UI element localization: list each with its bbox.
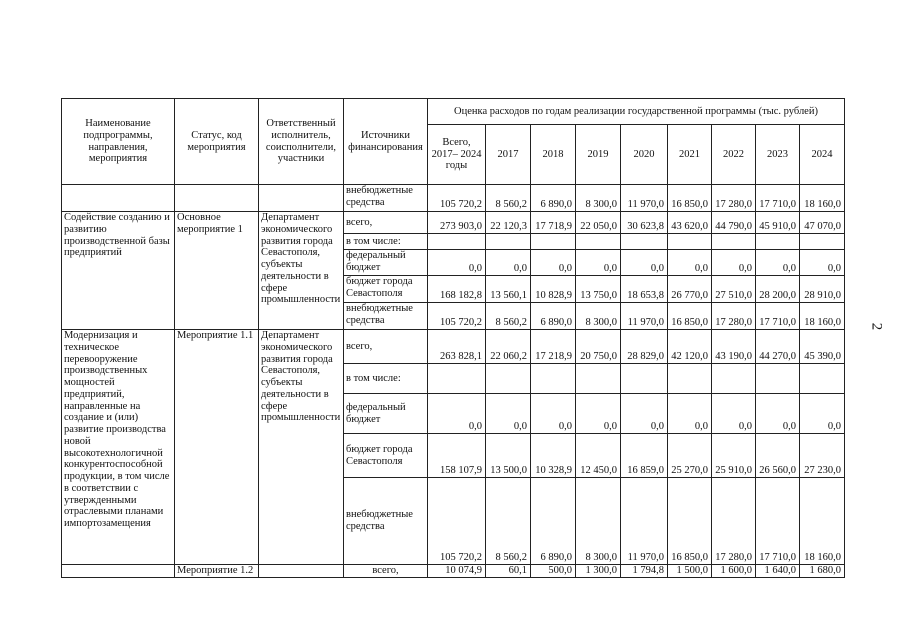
value-cell: 11 970,0 [621,303,668,330]
source-label: федеральный бюджет [344,250,428,276]
value-cell: 273 903,0 [428,212,486,234]
value-cell: 16 850,0 [668,185,712,212]
value-cell: 13 500,0 [486,434,531,478]
header-row [62,99,845,125]
value-cell: 16 850,0 [668,303,712,330]
value-cell: 0,0 [800,394,845,434]
value-cell: 13 560,1 [486,276,531,303]
value-cell: 8 300,0 [576,478,621,565]
responsible: Департамент экономического развития города Севастополя, субъекты деятельности в сфере промышленности [259,212,344,330]
header-year: 2018 [531,125,576,185]
value-cell: 0,0 [712,250,756,276]
value-cell: 28 200,0 [756,276,800,303]
value-cell: 22 120,3 [486,212,531,234]
value-cell: 25 910,0 [712,434,756,478]
value-cell: 44 790,0 [712,212,756,234]
value-cell: 27 230,0 [800,434,845,478]
status-code: Мероприятие 1.2 [175,565,259,578]
value-cell: 158 107,9 [428,434,486,478]
value-cell: 0,0 [486,394,531,434]
source-label: федеральный бюджет [344,394,428,434]
source-label: бюджет города Севастополя [344,434,428,478]
value-cell: 22 050,0 [576,212,621,234]
value-cell: 10 074,9 [428,565,486,578]
value-cell: 17 280,0 [712,303,756,330]
value-cell: 8 300,0 [576,185,621,212]
value-cell: 0,0 [576,250,621,276]
value-cell: 6 890,0 [531,478,576,565]
value-cell: 0,0 [576,394,621,434]
value-cell: 8 300,0 [576,303,621,330]
table-row [62,212,845,234]
value-cell: 1 600,0 [712,565,756,578]
value-cell: 17 218,9 [531,330,576,364]
source-label: в том числе: [344,364,428,394]
header-year: 2023 [756,125,800,185]
value-cell: 1 500,0 [668,565,712,578]
value-cell: 263 828,1 [428,330,486,364]
value-cell: 0,0 [800,250,845,276]
value-cell: 1 640,0 [756,565,800,578]
value-cell: 30 623,8 [621,212,668,234]
budget-table [61,98,845,578]
source-label: внебюджетные средства [344,185,428,212]
value-cell: 13 750,0 [576,276,621,303]
value-cell: 11 970,0 [621,185,668,212]
header-group-title: Оценка расходов по годам реализации государственной программы (тыс. рублей) [428,99,845,125]
header-sources: Источники финансирования [344,99,428,185]
value-cell: 43 620,0 [668,212,712,234]
source-label: в том числе: [344,234,428,250]
responsible: Департамент экономического развития города Севастополя, субъекты деятельности в сфере промышленности [259,330,344,565]
header-responsible: Ответственный исполнитель, соисполнители, участники [259,99,344,185]
value-cell: 16 850,0 [668,478,712,565]
value-cell: 0,0 [428,250,486,276]
value-cell: 1 794,8 [621,565,668,578]
source-label: всего, [344,330,428,364]
source-label: внебюджетные средства [344,478,428,565]
value-cell: 45 390,0 [800,330,845,364]
source-label: внебюджетные средства [344,303,428,330]
table-row [62,185,845,212]
value-cell: 17 718,9 [531,212,576,234]
value-cell: 17 710,0 [756,303,800,330]
value-cell: 44 270,0 [756,330,800,364]
value-cell: 0,0 [668,394,712,434]
value-cell: 1 300,0 [576,565,621,578]
value-cell: 11 970,0 [621,478,668,565]
value-cell: 28 829,0 [621,330,668,364]
value-cell: 12 450,0 [576,434,621,478]
value-cell: 168 182,8 [428,276,486,303]
page-number: 2 [868,322,885,331]
value-cell: 60,1 [486,565,531,578]
value-cell: 0,0 [668,250,712,276]
value-cell: 105 720,2 [428,303,486,330]
source-label: всего, [344,565,428,578]
header-year: 2019 [576,125,621,185]
value-cell: 0,0 [486,250,531,276]
value-cell: 20 750,0 [576,330,621,364]
header-total: Всего, 2017– 2024 годы [428,125,486,185]
table-row [62,565,845,578]
header-year: 2022 [712,125,756,185]
header-name: Наименование подпрограммы, направления, мероприятия [62,99,175,185]
value-cell: 42 120,0 [668,330,712,364]
status-code: Мероприятие 1.1 [175,330,259,565]
value-cell: 6 890,0 [531,303,576,330]
value-cell: 25 270,0 [668,434,712,478]
value-cell: 18 160,0 [800,478,845,565]
value-cell: 0,0 [712,394,756,434]
value-cell: 17 280,0 [712,478,756,565]
value-cell: 6 890,0 [531,185,576,212]
value-cell: 0,0 [621,394,668,434]
value-cell: 18 160,0 [800,185,845,212]
value-cell: 45 910,0 [756,212,800,234]
value-cell: 26 770,0 [668,276,712,303]
value-cell: 43 190,0 [712,330,756,364]
value-cell: 16 859,0 [621,434,668,478]
value-cell: 18 160,0 [800,303,845,330]
value-cell: 17 280,0 [712,185,756,212]
header-year: 2024 [800,125,845,185]
header-year: 2017 [486,125,531,185]
value-cell: 0,0 [621,250,668,276]
table-row [62,330,845,364]
value-cell: 0,0 [531,394,576,434]
status-code: Основное мероприятие 1 [175,212,259,330]
value-cell: 105 720,2 [428,185,486,212]
program-name: Содействие созданию и развитию производственной базы предприятий [62,212,175,330]
value-cell: 47 070,0 [800,212,845,234]
header-year: 2020 [621,125,668,185]
value-cell: 10 828,9 [531,276,576,303]
value-cell: 26 560,0 [756,434,800,478]
value-cell: 27 510,0 [712,276,756,303]
value-cell: 28 910,0 [800,276,845,303]
source-label: всего, [344,212,428,234]
value-cell: 1 680,0 [800,565,845,578]
source-label: бюджет города Севастополя [344,276,428,303]
value-cell: 8 560,2 [486,185,531,212]
value-cell: 22 060,2 [486,330,531,364]
value-cell: 105 720,2 [428,478,486,565]
value-cell: 0,0 [531,250,576,276]
program-name: Модернизация и техническое перевооружение производственных мощностей предприятий, направленные на создание и (или) развитие производства новой высокотехнологичной конкурентоспособной продукции, в том числе в соответствии с утвержденными отраслевыми планами импортозамещения [62,330,175,565]
value-cell: 0,0 [428,394,486,434]
value-cell: 8 560,2 [486,303,531,330]
value-cell: 17 710,0 [756,185,800,212]
value-cell: 0,0 [756,250,800,276]
header-year: 2021 [668,125,712,185]
value-cell: 17 710,0 [756,478,800,565]
value-cell: 8 560,2 [486,478,531,565]
value-cell: 500,0 [531,565,576,578]
value-cell: 10 328,9 [531,434,576,478]
header-status: Статус, код мероприятия [175,99,259,185]
value-cell: 18 653,8 [621,276,668,303]
value-cell: 0,0 [756,394,800,434]
